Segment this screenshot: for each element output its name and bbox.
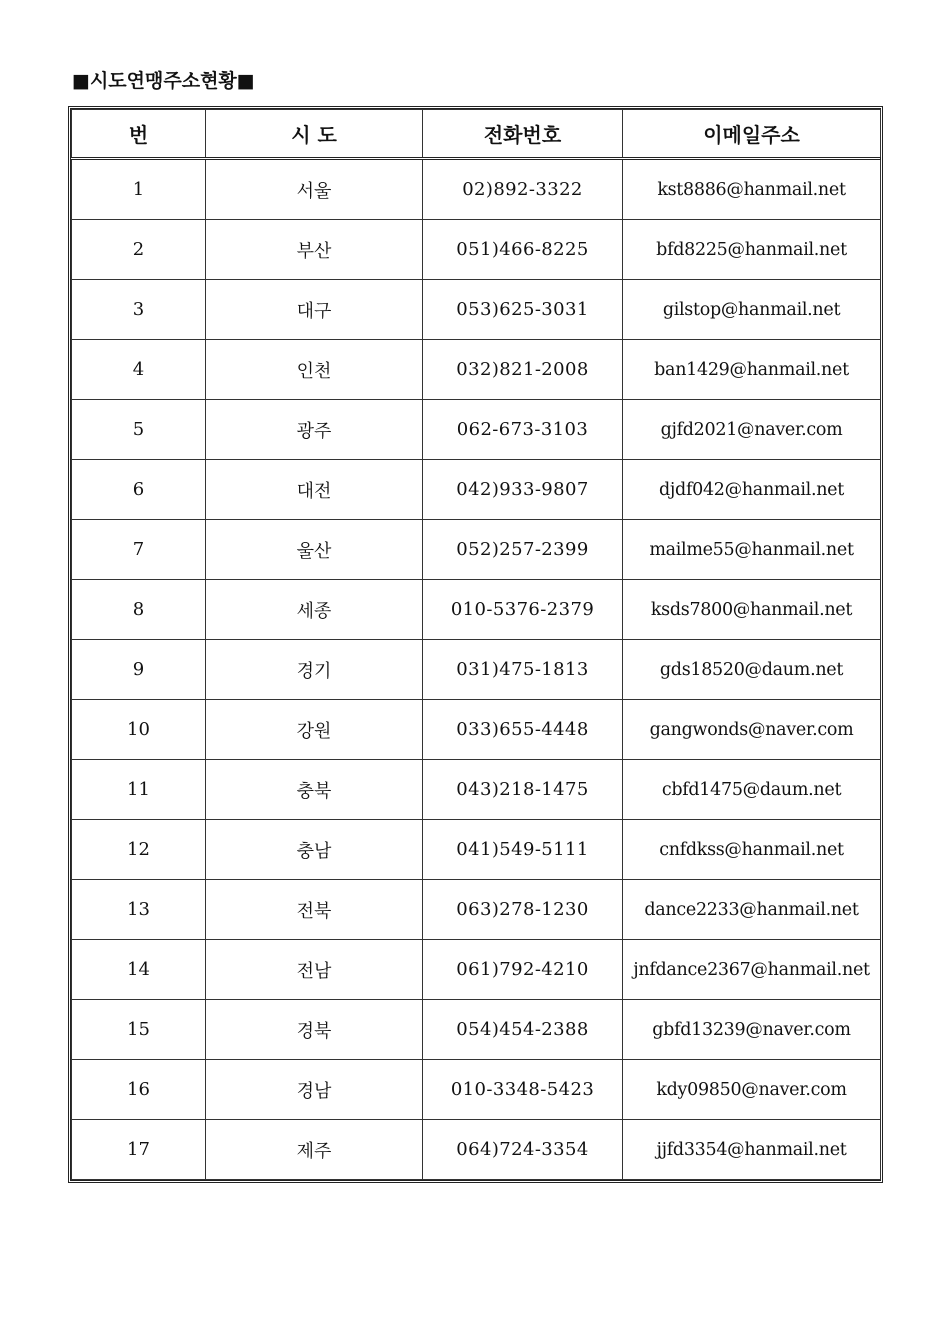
cell-region: 인천 — [206, 340, 423, 400]
table-row — [72, 940, 881, 1000]
cell-email: jjfd3354@hanmail.net — [623, 1120, 881, 1180]
cell-phone: 064)724-3354 — [423, 1120, 623, 1180]
cell-number: 9 — [72, 640, 206, 700]
table-row — [72, 640, 881, 700]
cell-region: 경남 — [206, 1060, 423, 1120]
cell-number: 5 — [72, 400, 206, 460]
cell-email: gjfd2021@naver.com — [623, 400, 881, 460]
cell-email: cnfdkss@hanmail.net — [623, 820, 881, 880]
cell-phone: 010-5376-2379 — [423, 580, 623, 640]
cell-region: 부산 — [206, 220, 423, 280]
cell-email: bfd8225@hanmail.net — [623, 220, 881, 280]
cell-phone: 062-673-3103 — [423, 400, 623, 460]
cell-email: jnfdance2367@hanmail.net — [623, 940, 881, 1000]
cell-phone: 063)278-1230 — [423, 880, 623, 940]
document-title: ■시도연맹주소현황■ — [72, 70, 255, 92]
table-row — [72, 1000, 881, 1060]
cell-email: gilstop@hanmail.net — [623, 280, 881, 340]
cell-email: mailme55@hanmail.net — [623, 520, 881, 580]
cell-email: kdy09850@naver.com — [623, 1060, 881, 1120]
header-phone: 전화번호 — [423, 110, 623, 159]
cell-phone: 031)475-1813 — [423, 640, 623, 700]
cell-number: 7 — [72, 520, 206, 580]
cell-region: 강원 — [206, 700, 423, 760]
cell-number: 8 — [72, 580, 206, 640]
cell-email: ksds7800@hanmail.net — [623, 580, 881, 640]
cell-phone: 033)655-4448 — [423, 700, 623, 760]
table-row — [72, 700, 881, 760]
cell-number: 3 — [72, 280, 206, 340]
table-row — [72, 1120, 881, 1180]
cell-email: dance2233@hanmail.net — [623, 880, 881, 940]
cell-email: gbfd13239@naver.com — [623, 1000, 881, 1060]
table-row — [72, 1060, 881, 1120]
cell-number: 14 — [72, 940, 206, 1000]
cell-region: 충남 — [206, 820, 423, 880]
cell-region: 대전 — [206, 460, 423, 520]
cell-email: djdf042@hanmail.net — [623, 460, 881, 520]
cell-number: 17 — [72, 1120, 206, 1180]
cell-number: 11 — [72, 760, 206, 820]
header-email: 이메일주소 — [623, 110, 881, 159]
table-row — [72, 760, 881, 820]
cell-region: 경기 — [206, 640, 423, 700]
cell-region: 전북 — [206, 880, 423, 940]
table-row — [72, 159, 881, 220]
cell-email: cbfd1475@daum.net — [623, 760, 881, 820]
header-region: 시 도 — [206, 110, 423, 159]
cell-email: kst8886@hanmail.net — [623, 159, 881, 220]
cell-phone: 032)821-2008 — [423, 340, 623, 400]
table-row — [72, 340, 881, 400]
cell-number: 6 — [72, 460, 206, 520]
cell-region: 경북 — [206, 1000, 423, 1060]
cell-number: 1 — [72, 159, 206, 220]
cell-phone: 061)792-4210 — [423, 940, 623, 1000]
cell-region: 서울 — [206, 159, 423, 220]
address-table-frame — [68, 106, 883, 1183]
table-row — [72, 580, 881, 640]
table-row — [72, 880, 881, 940]
cell-phone: 042)933-9807 — [423, 460, 623, 520]
cell-number: 13 — [72, 880, 206, 940]
cell-phone: 053)625-3031 — [423, 280, 623, 340]
cell-number: 4 — [72, 340, 206, 400]
cell-phone: 041)549-5111 — [423, 820, 623, 880]
table-row — [72, 820, 881, 880]
cell-number: 15 — [72, 1000, 206, 1060]
federation-address-table — [71, 109, 881, 1180]
cell-phone: 052)257-2399 — [423, 520, 623, 580]
cell-region: 전남 — [206, 940, 423, 1000]
cell-region: 제주 — [206, 1120, 423, 1180]
table-header-row — [72, 110, 881, 159]
cell-number: 16 — [72, 1060, 206, 1120]
cell-phone: 051)466-8225 — [423, 220, 623, 280]
cell-region: 세종 — [206, 580, 423, 640]
cell-region: 광주 — [206, 400, 423, 460]
cell-email: gds18520@daum.net — [623, 640, 881, 700]
cell-number: 10 — [72, 700, 206, 760]
cell-region: 울산 — [206, 520, 423, 580]
cell-email: ban1429@hanmail.net — [623, 340, 881, 400]
cell-region: 대구 — [206, 280, 423, 340]
cell-email: gangwonds@naver.com — [623, 700, 881, 760]
table-row — [72, 460, 881, 520]
cell-phone: 054)454-2388 — [423, 1000, 623, 1060]
table-row — [72, 520, 881, 580]
cell-region: 충북 — [206, 760, 423, 820]
cell-number: 12 — [72, 820, 206, 880]
cell-phone: 043)218-1475 — [423, 760, 623, 820]
cell-phone: 010-3348-5423 — [423, 1060, 623, 1120]
header-number: 번 — [72, 110, 206, 159]
table-row — [72, 220, 881, 280]
table-row — [72, 280, 881, 340]
cell-number: 2 — [72, 220, 206, 280]
table-row — [72, 400, 881, 460]
cell-phone: 02)892-3322 — [423, 159, 623, 220]
table-body — [72, 159, 881, 1180]
